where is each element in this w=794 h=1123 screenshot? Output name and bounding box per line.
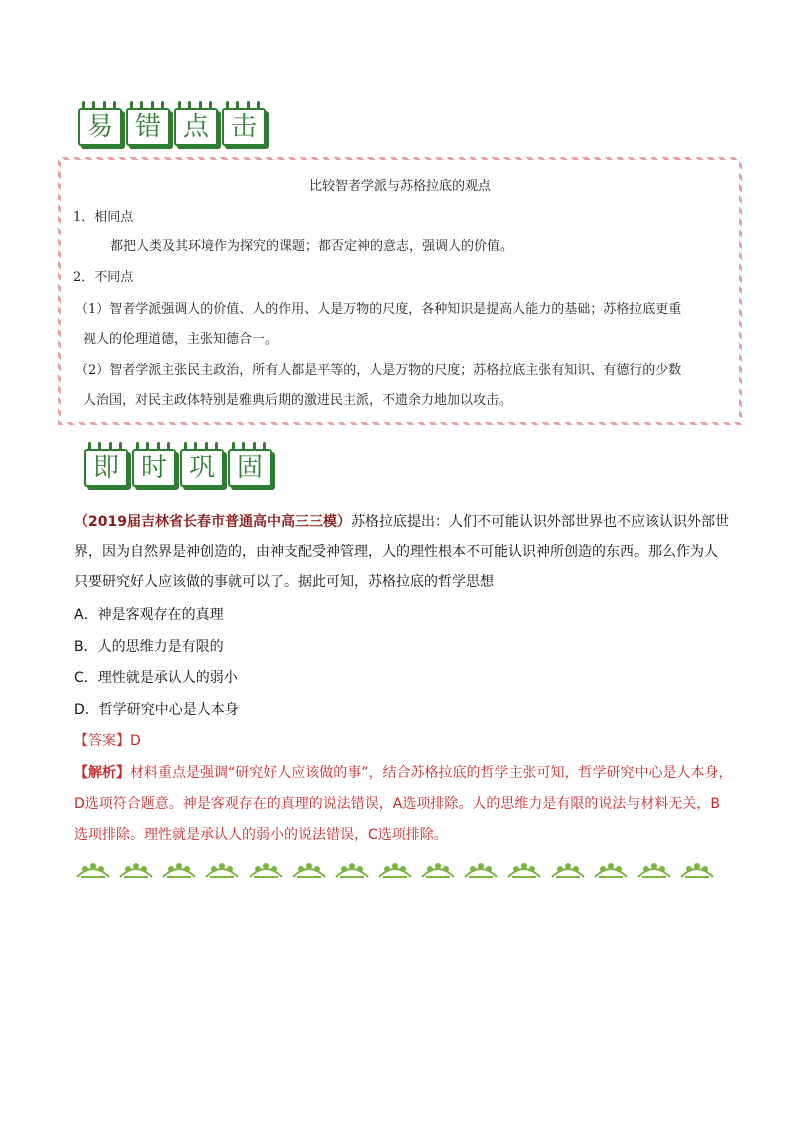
vine-ornament-icon bbox=[420, 857, 456, 881]
vine-ornament-icon bbox=[291, 857, 327, 881]
heading-char: 即 bbox=[92, 453, 119, 483]
heading-badge bbox=[76, 100, 122, 144]
question-source: （2019届吉林省长春市普通高中高三三模） bbox=[74, 514, 351, 530]
heading-badge bbox=[226, 441, 272, 485]
vine-ornament-icon bbox=[75, 857, 111, 881]
heading-char: 固 bbox=[236, 453, 263, 483]
question-line-2: 界，因为自然界是神创造的，由神支配受神管理，人的理性根本不可能认识神所创造的东西。那么作为人 bbox=[74, 544, 718, 560]
vine-ornament-icon bbox=[204, 857, 240, 881]
heading-yi-cuo-dian-ji bbox=[76, 100, 268, 144]
option-b: B．人的思维力是有限的 bbox=[74, 639, 224, 655]
option-a: A．神是客观存在的真理 bbox=[74, 607, 224, 623]
vine-ornament-icon bbox=[679, 857, 715, 881]
vine-ornament-icon bbox=[118, 857, 154, 881]
analysis-text-1: 材料重点是强调“研究好人应该做的事”，结合苏格拉底的哲学主张可知，哲学研究中心是人本身， bbox=[130, 765, 733, 781]
section-text-same: 都把人类及其环境作为探究的课题；都否定神的意志，强调人的价值。 bbox=[110, 239, 514, 254]
vine-ornament-icon bbox=[377, 857, 413, 881]
heading-badge bbox=[220, 100, 266, 144]
analysis-label: 【解析】 bbox=[74, 765, 130, 781]
vine-ornament-icon bbox=[636, 857, 672, 881]
diff-point-2-line2: 人治国，对民主政体特别是雅典后期的激进民主派，不遗余力地加以攻击。 bbox=[83, 393, 513, 408]
heading-char: 点 bbox=[182, 112, 209, 142]
heading-badge bbox=[82, 441, 128, 485]
vine-ornament-icon bbox=[248, 857, 284, 881]
heading-char: 击 bbox=[230, 112, 257, 142]
vine-ornament-icon bbox=[550, 857, 586, 881]
analysis-line-2: D选项符合题意。神是客观存在的真理的说法错误，A选项排除。人的思维力是有限的说法与材料无关，B bbox=[74, 796, 720, 812]
heading-char: 巩 bbox=[188, 453, 215, 483]
analysis-line-1 bbox=[74, 762, 733, 785]
vine-ornament-icon bbox=[161, 857, 197, 881]
answer-line bbox=[74, 730, 141, 753]
diff-point-1-line1: （1）智者学派强调人的价值、人的作用、人是万物的尺度，各种知识是提高人能力的基础；苏格拉底更重 bbox=[75, 302, 682, 317]
heading-badge bbox=[172, 100, 218, 144]
diff-point-1-line2: 视人的伦理道德，主张知德合一。 bbox=[83, 332, 279, 347]
heading-badge bbox=[130, 441, 176, 485]
vine-ornament-icon bbox=[334, 857, 370, 881]
vine-ornament-icon bbox=[593, 857, 629, 881]
option-c: C．理性就是承认人的弱小 bbox=[74, 670, 238, 686]
answer-value: D bbox=[130, 733, 141, 749]
answer-label: 【答案】 bbox=[74, 733, 130, 749]
vine-ornament-icon bbox=[463, 857, 499, 881]
heading-char: 时 bbox=[140, 453, 167, 483]
option-d: D．哲学研究中心是人本身 bbox=[74, 702, 239, 718]
heading-badge bbox=[124, 100, 170, 144]
decorative-vine-divider bbox=[75, 857, 715, 883]
heading-badge bbox=[178, 441, 224, 485]
question-stem-start: 苏格拉底提出：人们不可能认识外部世界也不应该认识外部世 bbox=[350, 514, 729, 530]
vine-ornament-icon bbox=[506, 857, 542, 881]
section-label-same: 1．相同点 bbox=[73, 210, 134, 225]
question-line-3: 只要研究好人应该做的事就可以了。据此可知，苏格拉底的哲学思想 bbox=[74, 574, 494, 590]
section-label-diff: 2．不同点 bbox=[73, 270, 134, 285]
key-points-box bbox=[58, 157, 742, 425]
heading-ji-shi-gong-gu bbox=[82, 441, 274, 485]
heading-char: 易 bbox=[86, 112, 113, 142]
box-title: 比较智者学派与苏格拉底的观点 bbox=[308, 179, 491, 194]
heading-char: 错 bbox=[134, 112, 161, 142]
diff-point-2-line1: （2）智者学派主张民主政治，所有人都是平等的，人是万物的尺度；苏格拉底主张有知识、有德行的少数 bbox=[75, 363, 682, 378]
analysis-line-3: 选项排除。理性就是承认人的弱小的说法错误，C选项排除。 bbox=[74, 827, 448, 843]
question-line-1 bbox=[74, 511, 729, 534]
